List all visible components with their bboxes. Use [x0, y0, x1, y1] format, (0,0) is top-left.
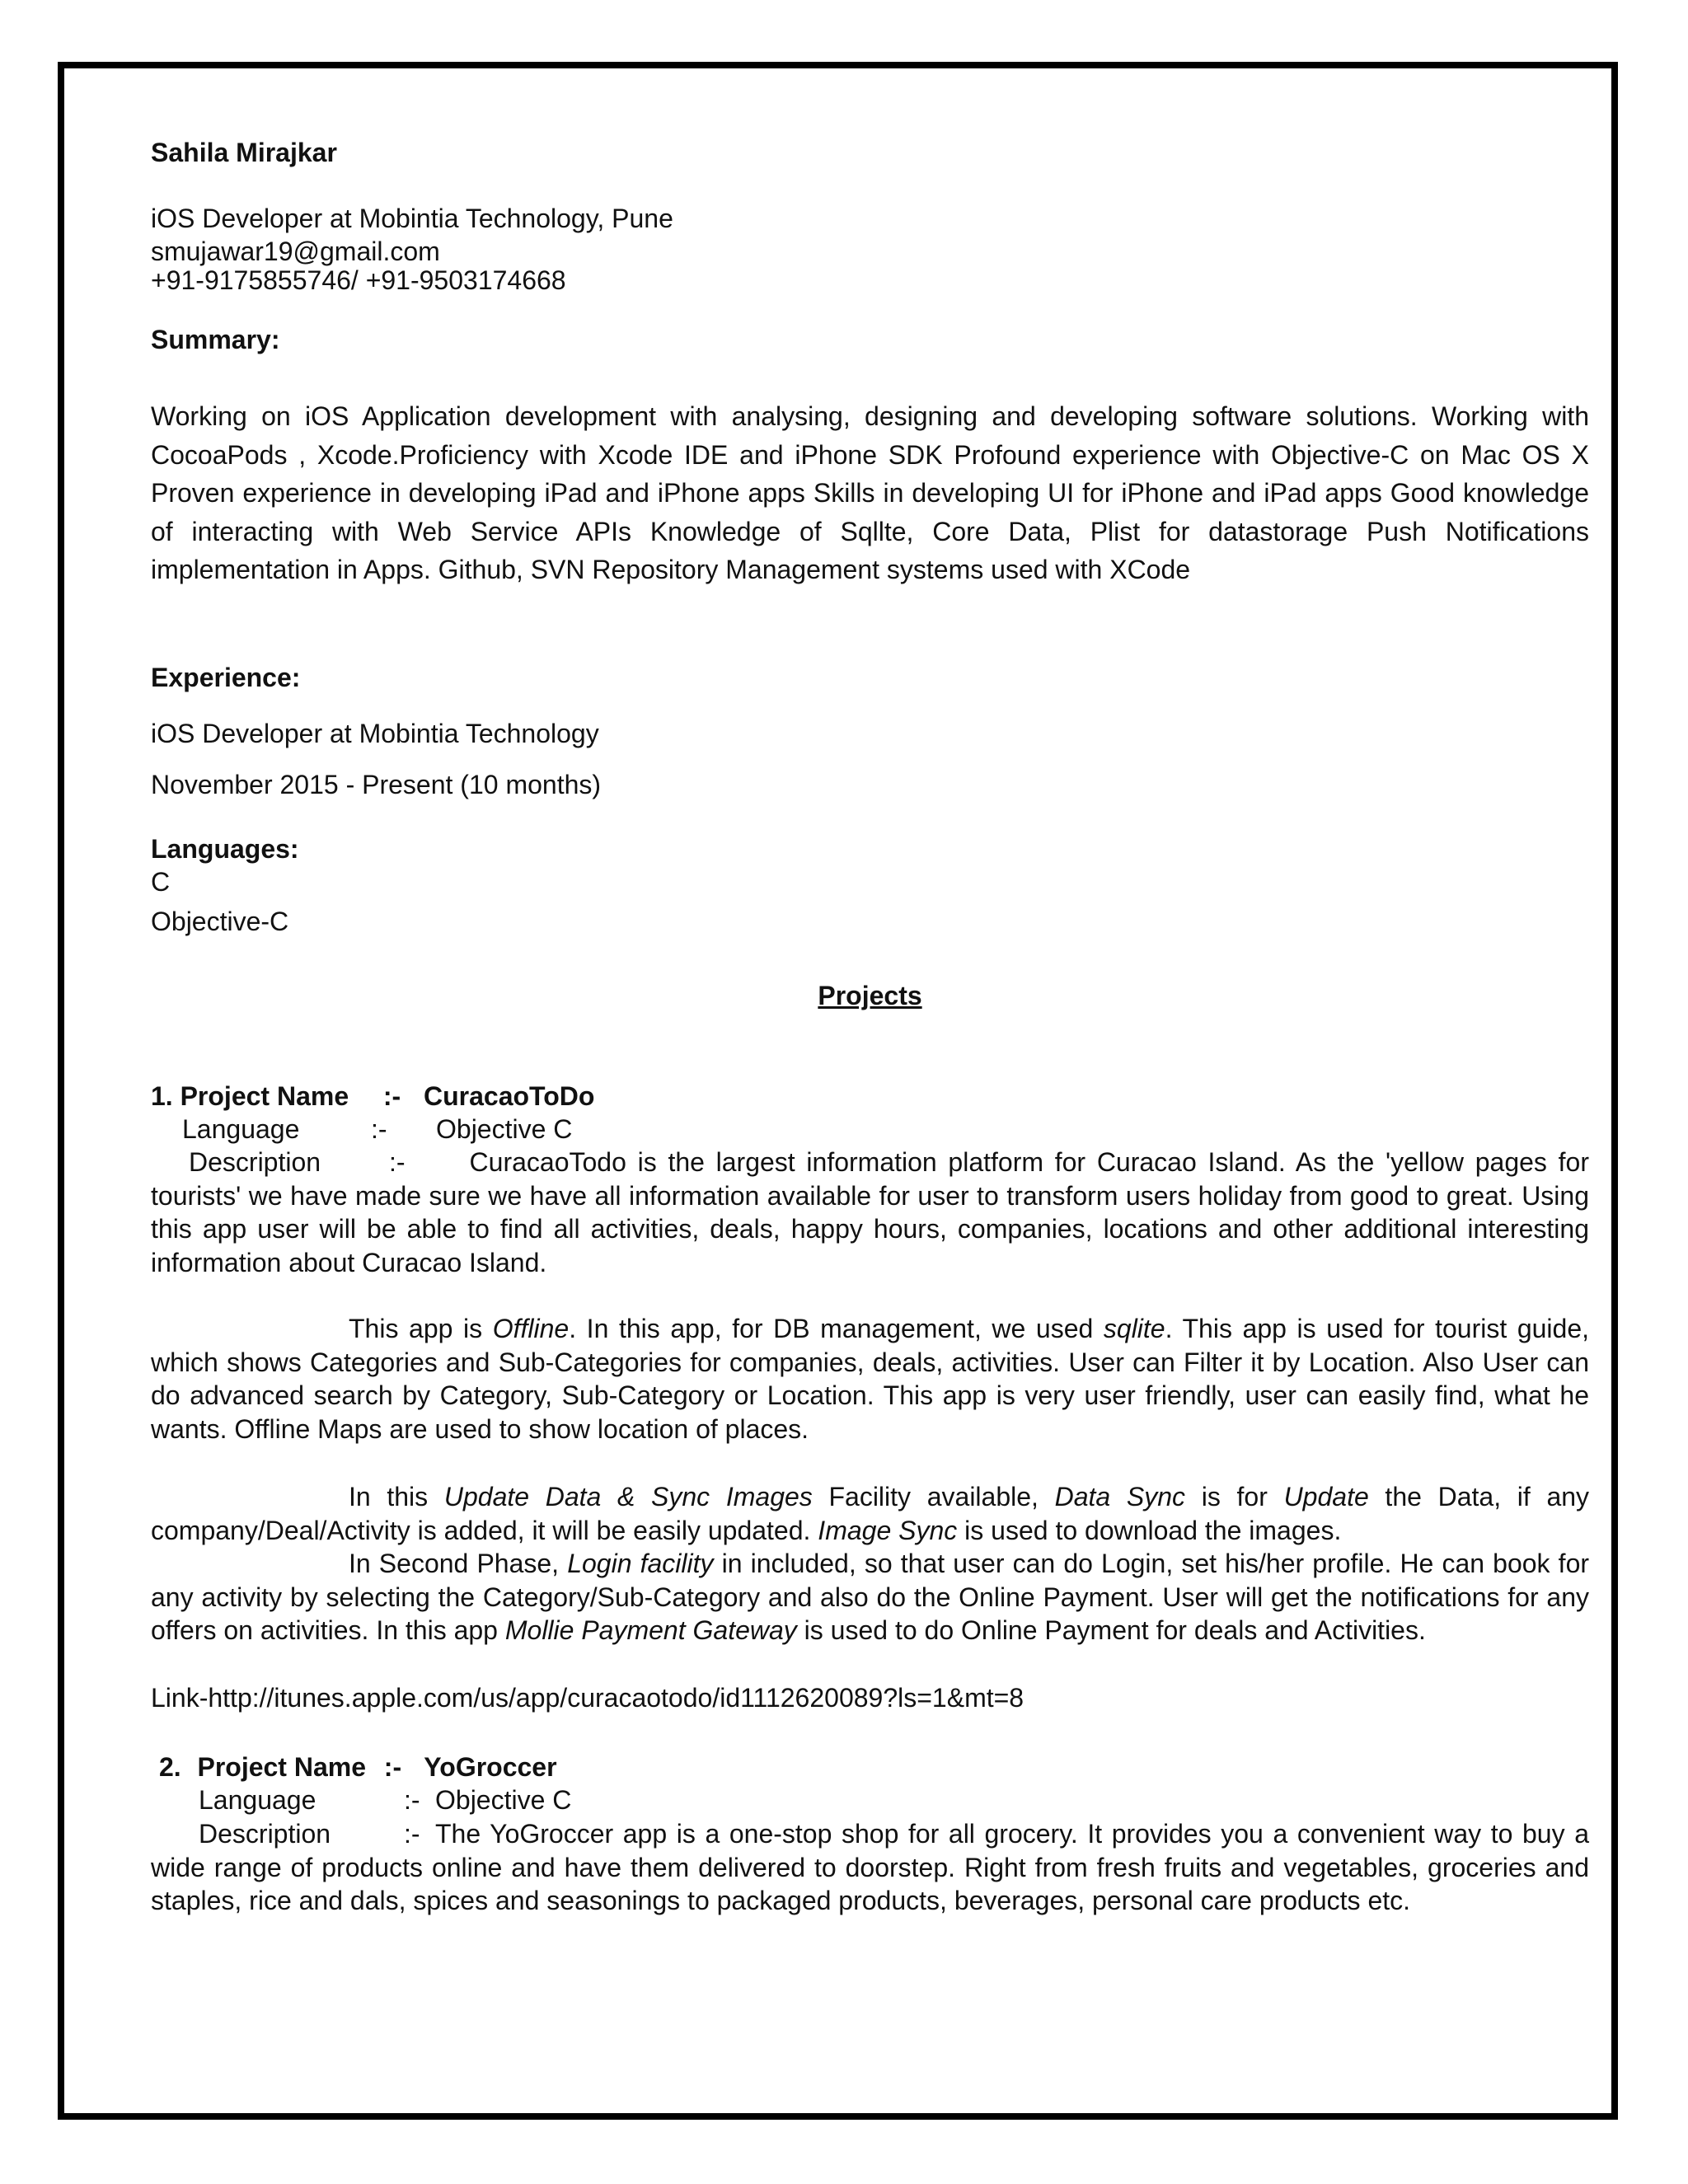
project-1-login-paragraph: In Second Phase, Login facility in included, so that user can do Login, set his/her profile. He can book for any activity by selecting the Category/Sub-Category and also do the Online Payment. User will get the notifications for any offers on activities. In this app Mollie Payment Gateway is used to do Online Payment for deals and Activities.	[151, 1549, 1590, 1645]
project-1-offline-paragraph: This app is Offline. In this app, for DB management, we used sqlite. This app is used for tourist guide, which shows Categories and Sub-Categories for companies, deals, activities. User can Filter it by Location. Also User can do advanced search by Category, Sub-Category or Location. This app is very user friendly, user can easily find, what he wants. Offline Maps are used to show location of places.	[151, 1314, 1590, 1444]
projects-heading: Projects	[818, 981, 922, 1010]
project-2-language: Language :- Objective C	[199, 1785, 572, 1815]
current-position: iOS Developer at Mobintia Technology, Pune	[151, 204, 673, 233]
language-item: Objective-C	[151, 907, 289, 936]
experience-period: November 2015 - Present (10 months)	[151, 770, 602, 799]
languages-heading: Languages:	[151, 834, 299, 864]
project-2-title: 2. Project Name :- YoGroccer	[159, 1752, 557, 1782]
project-1-sync-paragraph: In this Update Data & Sync Images Facility available, Data Sync is for Update the Data, if any company/Deal/Activity is added, it will be easily updated. Image Sync is used to download the images.	[151, 1482, 1590, 1545]
summary-heading: Summary:	[151, 325, 280, 354]
language-item: C	[151, 867, 171, 897]
project-1-description: Description :- CuracaoTodo is the largest information platform for Curacao Island. As the 'yellow pages for tourists' we have made sure we have all information available for user to transform users holiday from good to great. Using this app user will be able to find all activities, deals, happy hours, companies, locations and other additional interesting information about Curacao Island.	[151, 1147, 1589, 1277]
candidate-name: Sahila Mirajkar	[151, 138, 337, 167]
project-1-app-store-link[interactable]: Link-http://itunes.apple.com/us/app/curacaotodo/id1112620089?ls=1&mt=8	[151, 1683, 1025, 1713]
project-1-language: Language :- Objective C	[182, 1114, 573, 1144]
project-1-title: 1. Project Name :- CuracaoToDo	[151, 1081, 595, 1111]
project-2-description: Description :- The YoGroccer app is a one-stop shop for all grocery. It provides you a convenient way to buy a wide range of products online and have them delivered to doorstep. Right from fresh fruits and vegetables, groceries and staples, rice and dals, spices and seasonings to packaged products, beverages, personal care products etc.	[151, 1819, 1589, 1915]
summary-text: Working on iOS Application development with analysing, designing and developing software solutions. Working with CocoaPods , Xcode.Proficiency with Xcode IDE and iPhone SDK Profound experience with Objective-C on Mac OS X Proven experience in developing iPad and iPhone apps Skills in developing UI for iPhone and iPad apps Good knowledge of interacting with Web Service APIs Knowledge of Sqllte, Core Data, Plist for datastorage Push Notifications implementation in Apps. Github, SVN Repository Management systems used with XCode	[151, 401, 1589, 584]
phone-numbers: +91-9175855746/ +91-9503174668	[151, 265, 566, 295]
email-address: smujawar19@gmail.com	[151, 237, 440, 266]
experience-heading: Experience:	[151, 663, 301, 692]
experience-role: iOS Developer at Mobintia Technology	[151, 719, 599, 748]
